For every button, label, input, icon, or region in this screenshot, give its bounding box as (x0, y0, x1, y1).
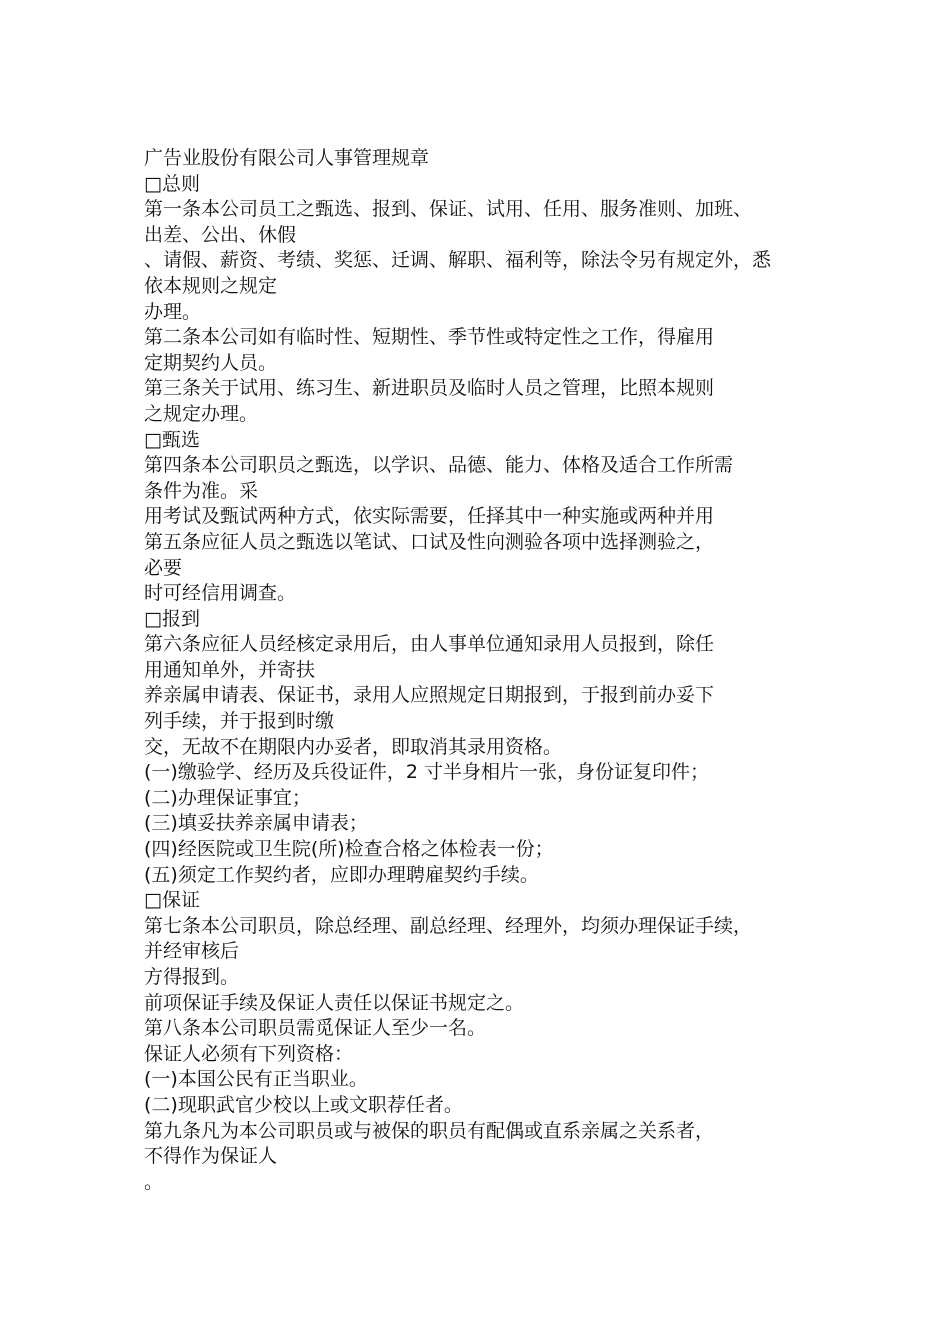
list-item: (四)经医院或卫生院(所)检查合格之体检表一份； (144, 838, 554, 861)
text-line: 第八条本公司职员需觅保证人至少一名。 (144, 1017, 487, 1040)
list-item: (三)填妥扶养亲属申请表； (144, 812, 368, 835)
list-item: (二)现职武官少校以上或文职荐任者。 (144, 1093, 463, 1116)
text-line: 、请假、薪资、考绩、奖惩、迁调、解职、福利等，除法令另有规定外，悉 (144, 249, 772, 272)
text-line: 第一条本公司员工之甄选、报到、保证、试用、任用、服务准则、加班、 (144, 198, 753, 221)
text-line: 第七条本公司职员，除总经理、副总经理、经理外，均须办理保证手续， (144, 914, 753, 937)
text-line: 之规定办理。 (144, 402, 259, 425)
text-line: 第四条本公司职员之甄选，以学识、品德、能力、体格及适合工作所需 (144, 454, 734, 477)
text-line: 并经审核后 (144, 940, 240, 963)
text-line: 列手续，并于报到时缴 (144, 710, 335, 733)
list-item: (二)办理保证事宜； (144, 786, 311, 809)
text-line: 前项保证手续及保证人责任以保证书规定之。 (144, 991, 525, 1014)
text-line: 定期契约人员。 (144, 351, 278, 374)
text-line: 出差、公出、休假 (144, 223, 297, 246)
list-item: (一)缴验学、经历及兵役证件，2 寸半身相片一张，身份证复印件； (144, 761, 709, 784)
text-line: 时可经信用调查。 (144, 582, 297, 605)
document-body (144, 146, 824, 1195)
section-heading-general: □总则 (144, 172, 200, 195)
text-line: 必要 (144, 556, 183, 579)
text-line: 用通知单外，并寄扶 (144, 658, 316, 681)
text-line: 不得作为保证人 (144, 1145, 278, 1168)
text-line: 条件为准。采 (144, 479, 259, 502)
text-line: 办理。 (144, 300, 202, 323)
text-line: 第三条关于试用、练习生、新进职员及临时人员之管理，比照本规则 (144, 377, 715, 400)
text-line: 养亲属申请表、保证书，录用人应照规定日期报到，于报到前办妥下 (144, 684, 715, 707)
section-heading-guarantee: □保证 (144, 889, 200, 912)
text-line: 方得报到。 (144, 966, 240, 988)
text-line: 第二条本公司如有临时性、短期性、季节性或特定性之工作，得雇用 (144, 326, 715, 349)
text-line: 依本规则之规定 (144, 274, 278, 297)
section-heading-selection: □甄选 (144, 428, 200, 451)
text-line: 用考试及甄试两种方式，依实际需要，任择其中一种实施或两种并用 (144, 505, 715, 528)
text-line: 交，无故不在期限内办妥者，即取消其录用资格。 (144, 735, 563, 758)
section-heading-reporting: □报到 (144, 607, 200, 630)
text-line: 第九条凡为本公司职员或与被保的职员有配偶或直系亲属之关系者， (144, 1119, 715, 1142)
text-line: 第六条应征人员经核定录用后，由人事单位通知录用人员报到，除任 (144, 633, 715, 656)
list-item: (五)须定工作契约者，应即办理聘雇契约手续。 (144, 863, 539, 886)
text-line: 第五条应征人员之甄选以笔试、口试及性向测验各项中选择测验之， (144, 530, 715, 553)
text-line: 保证人必须有下列资格： (144, 1042, 354, 1065)
text-line: 。 (144, 1170, 164, 1193)
list-item: (一)本国公民有正当职业。 (144, 1068, 368, 1091)
document-title: 广告业股份有限公司人事管理规章 (144, 147, 430, 169)
